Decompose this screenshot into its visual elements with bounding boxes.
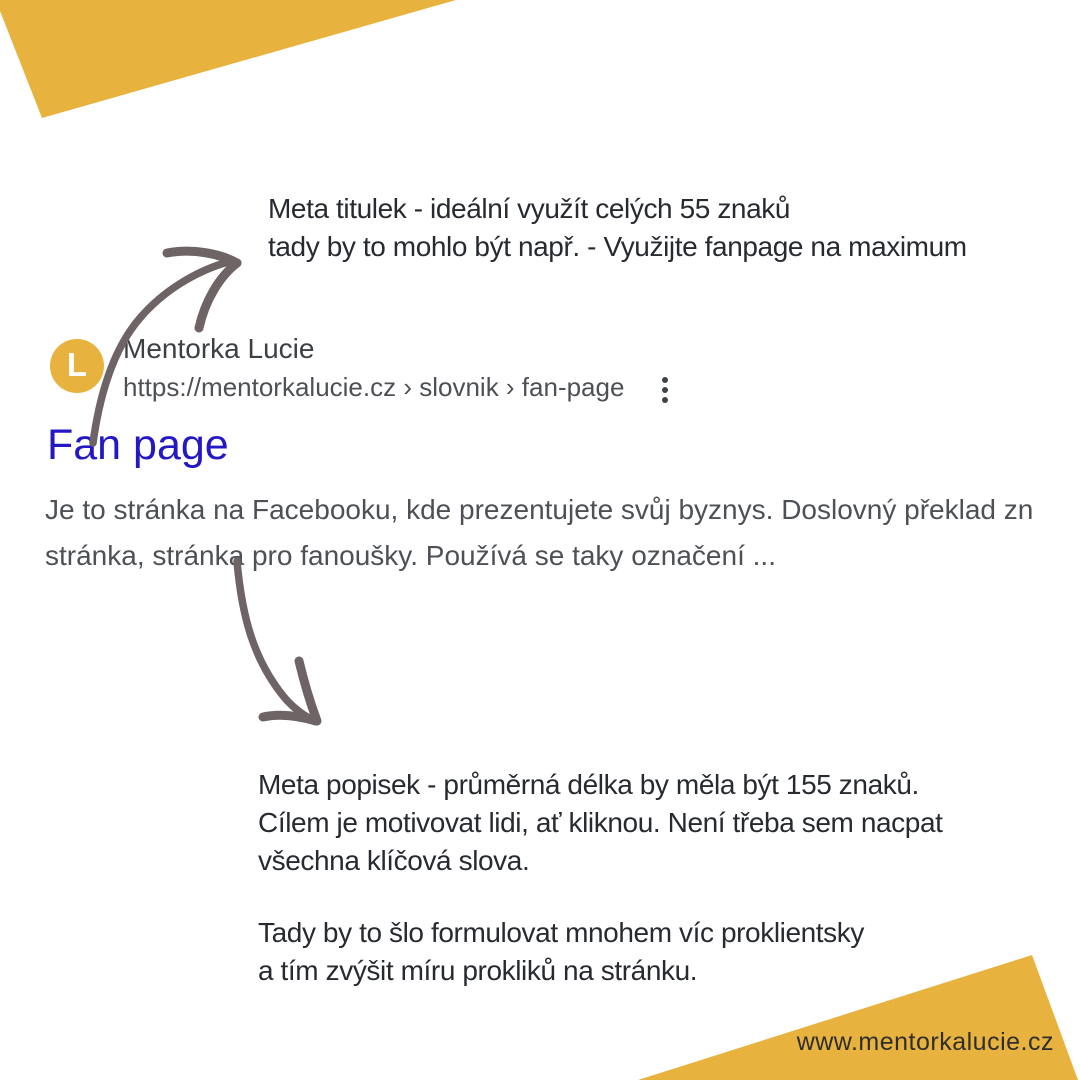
favicon-letter: L	[66, 346, 88, 383]
annotation-line: Meta titulek - ideální využít celých 55 znaků	[268, 193, 791, 224]
cta-improvement-annotation	[258, 914, 864, 990]
result-breadcrumb[interactable]: https://mentorkalucie.cz › slovnik › fan-page	[123, 372, 625, 402]
annotation-line: tady by to mohlo být např. - Využijte fanpage na maximum	[268, 231, 967, 262]
kebab-dot	[662, 387, 668, 393]
result-site-name[interactable]: Mentorka Lucie	[123, 333, 315, 364]
meta-description-annotation	[258, 766, 943, 880]
annotation-line: a tím zvýšit míru prokliků na stránku.	[258, 955, 698, 986]
annotation-line: Meta popisek - průměrná délka by měla být 155 znaků.	[258, 769, 919, 800]
corner-shape-top-left	[0, 0, 456, 118]
annotation-line: Cílem je motivovat lidi, ať kliknou. Není třeba sem nacpat	[258, 807, 943, 838]
result-title-link[interactable]: Fan page	[47, 421, 229, 469]
meta-title-annotation	[268, 190, 967, 266]
more-options-icon[interactable]	[662, 377, 668, 403]
annotation-line: Tady by to šlo formulovat mnohem víc proklientsky	[258, 917, 864, 948]
snippet-line: stránka, stránka pro fanoušky. Používá se taky označení ...	[45, 540, 776, 571]
kebab-dot	[662, 397, 668, 403]
result-snippet	[45, 487, 1033, 579]
kebab-dot	[662, 377, 668, 383]
site-favicon	[50, 339, 104, 393]
annotation-line: všechna klíčová slova.	[258, 845, 530, 876]
footer-website-url: www.mentorkalucie.cz	[796, 1028, 1054, 1056]
snippet-line: Je to stránka na Facebooku, kde prezentujete svůj byznys. Doslovný překlad zn	[45, 494, 1034, 525]
